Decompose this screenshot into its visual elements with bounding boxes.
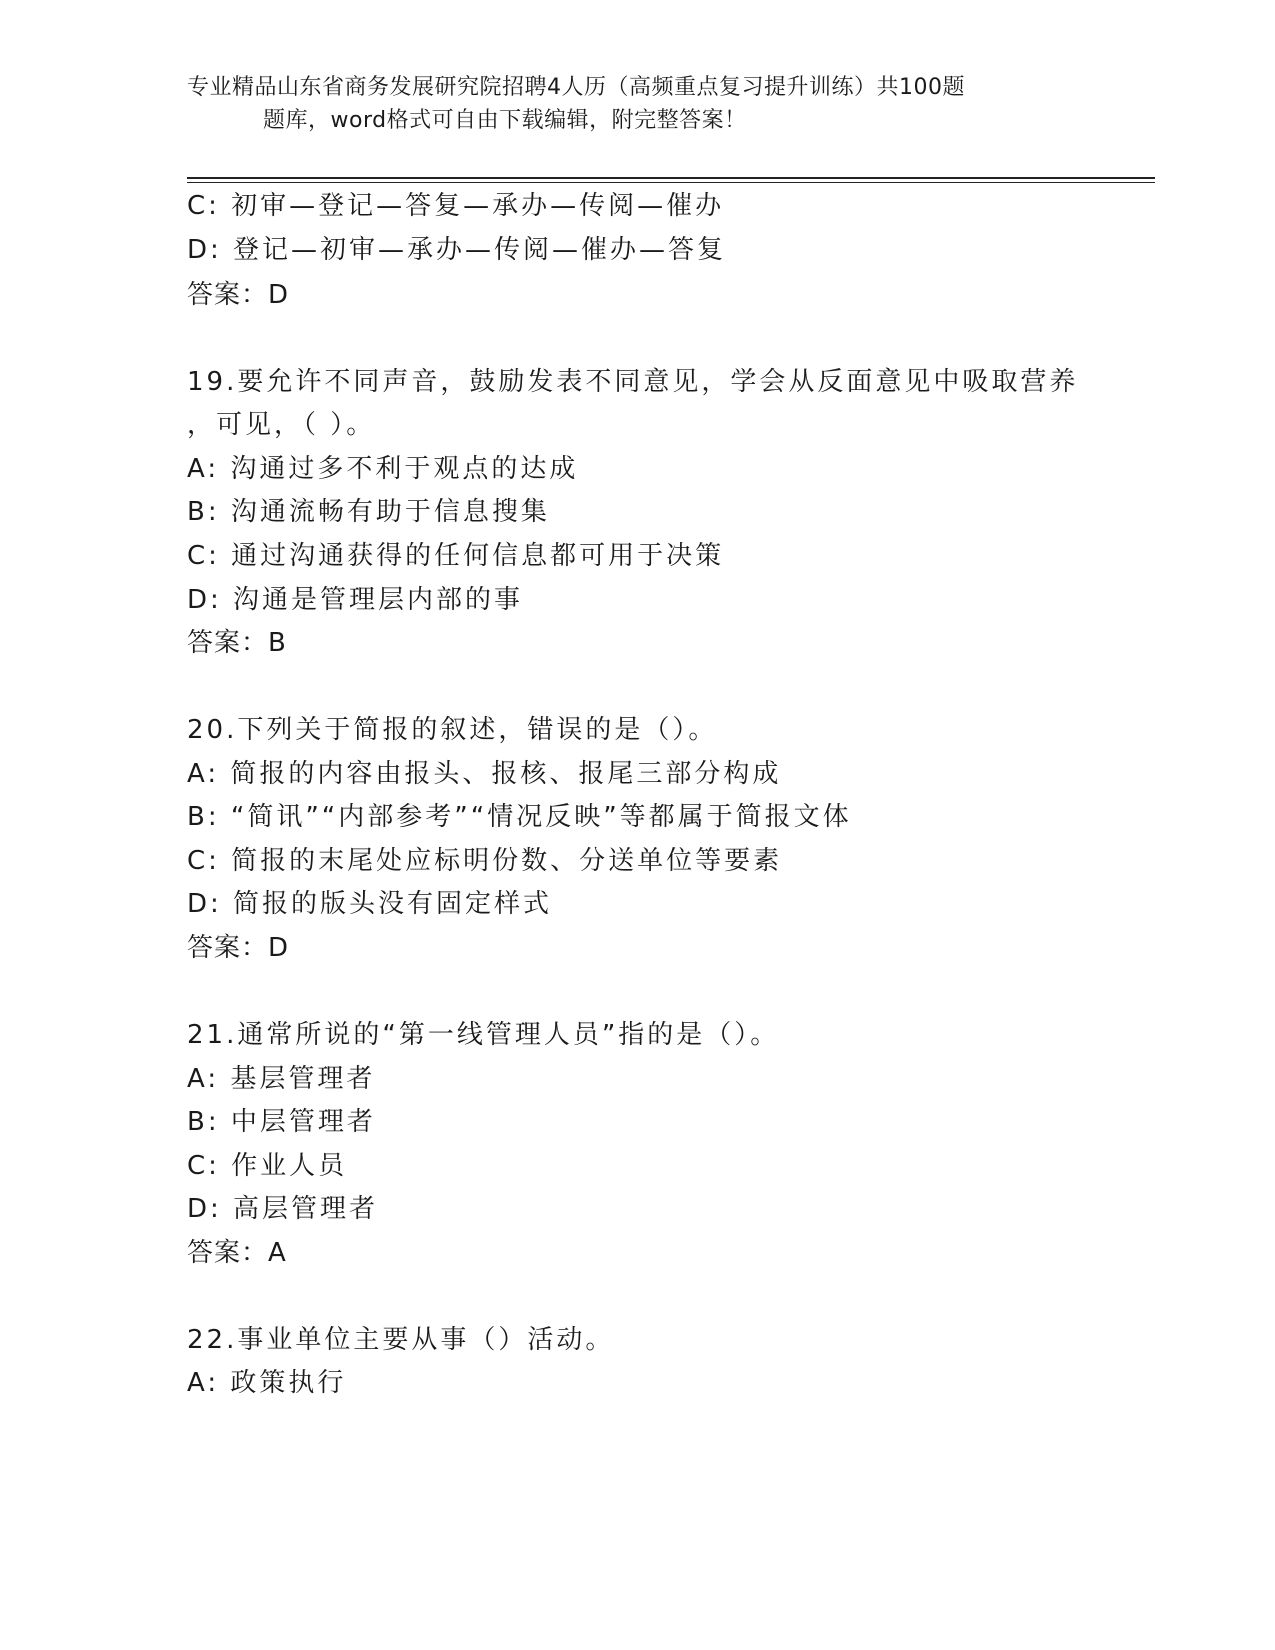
q19-option-d: D: 沟通是管理层内部的事 — [187, 585, 524, 615]
q21-option-d: D: 高层管理者 — [187, 1194, 379, 1224]
q18-answer: 答案：D — [187, 280, 290, 310]
q22-stem: 22.事业单位主要从事（）活动。 — [187, 1325, 615, 1355]
q21-option-b: B: 中层管理者 — [187, 1107, 376, 1137]
q19-option-c: C: 通过沟通获得的任何信息都可用于决策 — [187, 541, 725, 571]
q20-option-a: A: 简报的内容由报头、报核、报尾三部分构成 — [187, 759, 782, 789]
q21-answer: 答案：A — [187, 1238, 287, 1268]
header-divider-thin — [187, 182, 1155, 183]
q18-option-c: C: 初审—登记—答复—承办—传阅—催办 — [187, 191, 725, 221]
q20-option-d: D: 简报的版头没有固定样式 — [187, 889, 553, 919]
q21-option-a: A: 基层管理者 — [187, 1064, 376, 1094]
q21-stem: 21.通常所说的“第一线管理人员”指的是（）。 — [187, 1020, 780, 1050]
q20-answer: 答案：D — [187, 933, 290, 963]
q22-option-a: A: 政策执行 — [187, 1368, 347, 1398]
header-title-line-2: 题库，word格式可自由下载编辑，附完整答案！ — [263, 108, 747, 133]
header-title-line-1: 专业精品山东省商务发展研究院招聘4人历（高频重点复习提升训练）共100题 — [187, 75, 965, 100]
q19-option-a: A: 沟通过多不利于观点的达成 — [187, 454, 579, 484]
document-header — [187, 71, 1067, 137]
q19-answer: 答案：B — [187, 628, 287, 658]
q18-option-d: D: 登记—初审—承办—传阅—催办—答复 — [187, 235, 727, 265]
q19-stem-line-1: 19.要允许不同声音，鼓励发表不同意见，学会从反面意见中吸取营养 — [187, 367, 1079, 397]
q19-option-b: B: 沟通流畅有助于信息搜集 — [187, 497, 550, 527]
q21-option-c: C: 作业人员 — [187, 1151, 348, 1181]
q19-stem-line-2: ，可见，（ ）。 — [187, 410, 376, 440]
header-divider-thick — [187, 177, 1155, 179]
q20-option-b: B: “简讯”“内部参考”“情况反映”等都属于简报文体 — [187, 802, 852, 832]
q20-stem: 20.下列关于简报的叙述，错误的是（）。 — [187, 715, 718, 745]
q20-option-c: C: 简报的末尾处应标明份数、分送单位等要素 — [187, 846, 783, 876]
